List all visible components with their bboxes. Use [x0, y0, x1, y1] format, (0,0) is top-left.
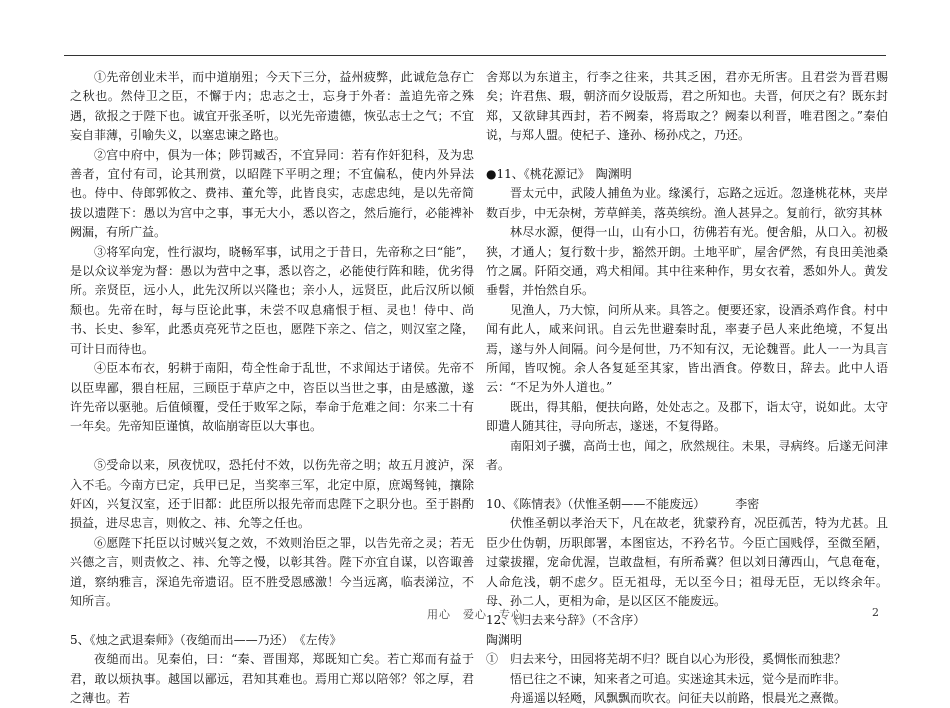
- paragraph: 晋太元中，武陵人捕鱼为业。缘溪行，忘路之远近。忽逢桃花林，夹岸数百步，中无杂树，芳草鲜美，落英缤纷。渔人甚异之。复前行，欲穷其林: [486, 186, 888, 220]
- paragraph: 伏惟圣朝以孝治天下，凡在故老，犹蒙矜育，况臣孤苦，特为尤甚。且臣少仕伪朝，历职郎署，本图宦达，不矜名节。今臣亡国贱俘，至微至陋，过蒙拔擢，宠命优渥，岂敢盘桓，有所希冀？但以刘日薄西山，气息奄奄，人命危浅，朝不虑夕。臣无祖母，无以至今日；祖母无臣，无以终余年。母、孙二人，更相为命，是以区区不能废远。: [486, 516, 888, 608]
- section-heading: 12、《归去来兮辞》（不含序）: [486, 613, 646, 628]
- page-footer: 用心 爱心 专心: [427, 608, 523, 621]
- paragraph: ③将军向宠，性行淑均，晓畅军事，试用之于昔日，先帝称之曰“能”，是以众议举宠为督：愚以为营中之事，悉以咨之，必能使行阵和睦，优劣得所。亲贤臣，远小人，此先汉所以兴隆也；亲小人，远贤臣，此后汉所以倾颓也。先帝在时，每与臣论此事，未尝不叹息痛恨于桓、灵也！侍中、尚书、长史、参军，此悉贞亮死节之臣也，愿陛下亲之、信之，则汉室之隆，可计日而待也。: [70, 244, 474, 356]
- page-number: 2: [872, 606, 879, 619]
- paragraph: 既出，得其船，便扶向路，处处志之。及郡下，诣太守，说如此。太守即遣人随其往，寻向所志，遂迷，不复得路。: [486, 399, 888, 434]
- paragraph: ① 归去来兮，田园将芜胡不归？既自以心为形役，奚惆怅而独悲？: [486, 652, 847, 667]
- paragraph: ①先帝创业未半，而中道崩殂；今天下三分，益州疲弊，此诚危急存亡之秋也。然侍卫之臣，不懈于内；忠志之士，忘身于外者：盖追先帝之殊遇，欲报之于陛下也。诚宜开张圣听，以光先帝遗德，恢弘志士之气；不宜妄自菲薄，引喻失义，以塞忠谏之路也。: [70, 70, 474, 143]
- paragraph: ④臣本布衣，躬耕于南阳，苟全性命于乱世，不求闻达于诸侯。先帝不以臣卑鄙，猥自枉屈，三顾臣于草庐之中，咨臣以当世之事，由是感激，遂许先帝以驱驰。后值倾覆，受任于败军之际，奉命于危难之间：尔来二十有一年矣。先帝知臣谨慎，故临崩寄臣以大事也。: [70, 361, 474, 434]
- section-heading: ●11、《桃花源记》 陶渊明: [486, 167, 632, 182]
- blank-line: [486, 476, 888, 495]
- paragraph: 见渔人，乃大惊，问所从来。具答之。便要还家，设酒杀鸡作食。村中闻有此人，咸来问讯。自云先世避秦时乱，率妻子邑人来此绝境，不复出焉，遂与外人间隔。问今是何世，乃不知有汉，无论魏晋。此人一一为具言所闻，皆叹惋。余人各复延至其家，皆出酒食。停数日，辞去。此中人语云：“不足为外人道也。”: [486, 302, 888, 395]
- section-heading: 5、《烛之武退秦师》（夜缒而出——乃还） 《左传》: [70, 632, 342, 647]
- paragraph: 舍郑以为东道主，行李之往来，共其乏困，君亦无所害。且君尝为晋君赐矣；许君焦、瑕，朝济而夕设版焉，君之所知也。夫晋，何厌之有？既东封郑，又欲肆其西封，若不阙秦，将焉取之？阙秦以利晋，唯君图之。”秦伯说，与郑人盟。使杞子、逢孙、杨孙戍之，乃还。: [486, 70, 888, 143]
- paragraph: ②宫中府中，俱为一体；陟罚臧否，不宜异同：若有作奸犯科，及为忠善者，宜付有司，论其刑赏，以昭陛下平明之理；不宜偏私，使内外异法也。侍中、侍郎郭攸之、费祎、董允等，此皆良实，志虑忠纯，是以先帝简拔以遗陛下：愚以为宫中之事，事无大小，悉以咨之，然后施行，必能裨补阙漏，有所广益。: [70, 147, 474, 240]
- header-rule: [64, 55, 886, 56]
- blank-line: [486, 146, 888, 165]
- paragraph: ⑤受命以来，夙夜忧叹，恐托付不效，以伤先帝之明；故五月渡泸，深入不毛。今南方已定，兵甲已足，当奖率三军，北定中原，庶竭驽钝，攘除奸凶，兴复汉室，还于旧都：此臣所以报先帝而忠陛下之职分也。至于斟酌损益，进尽忠言，则攸之、祎、允等之任也。: [70, 458, 474, 531]
- paragraph: 南阳刘子骥，高尚士也，闻之，欣然规往。未果，寻病终。后遂无问津者。: [486, 438, 888, 473]
- blank-line: [70, 437, 474, 456]
- paragraph: 悟已往之不谏，知来者之可追。实迷途其未远，觉今是而昨非。: [510, 671, 847, 686]
- paragraph: 林尽水源，便得一山，山有小口，彷佛若有光。便舍船，从口入。初极狭，才通人；复行数十步，豁然开朗。土地平旷，屋舍俨然，有良田美池桑竹之属。阡陌交通，鸡犬相闻。其中往来种作，男女衣着，悉如外人。黄发垂髫，并怡然自乐。: [486, 225, 888, 298]
- paragraph: 夜缒而出。见秦伯，曰：“秦、晋围郑，郑既知亡矣。若亡郑而有益于君，敢以烦执事。越国以鄙远，君知其难也。焉用亡郑以陪邻？邻之厚，君之薄也。若: [70, 652, 474, 705]
- paragraph: 舟遥遥以轻飏，风飘飘而吹衣。问征夫以前路，恨晨光之熹微。: [510, 690, 847, 705]
- section-heading: 陶渊明: [486, 632, 523, 647]
- paragraph: ⑥愿陛下托臣以讨贼兴复之效，不效则治臣之罪，以告先帝之灵；若无兴德之言，则责攸之、祎、允等之慢，以彰其咎。陛下亦宜自谋，以咨诹善道，察纳雅言，深追先帝遗诏。臣不胜受恩感激！今当远离，临表涕泣，不知所言。: [70, 535, 474, 608]
- section-heading: 10、《陈情表》（伏惟圣朝——不能废远） 李密: [486, 496, 760, 511]
